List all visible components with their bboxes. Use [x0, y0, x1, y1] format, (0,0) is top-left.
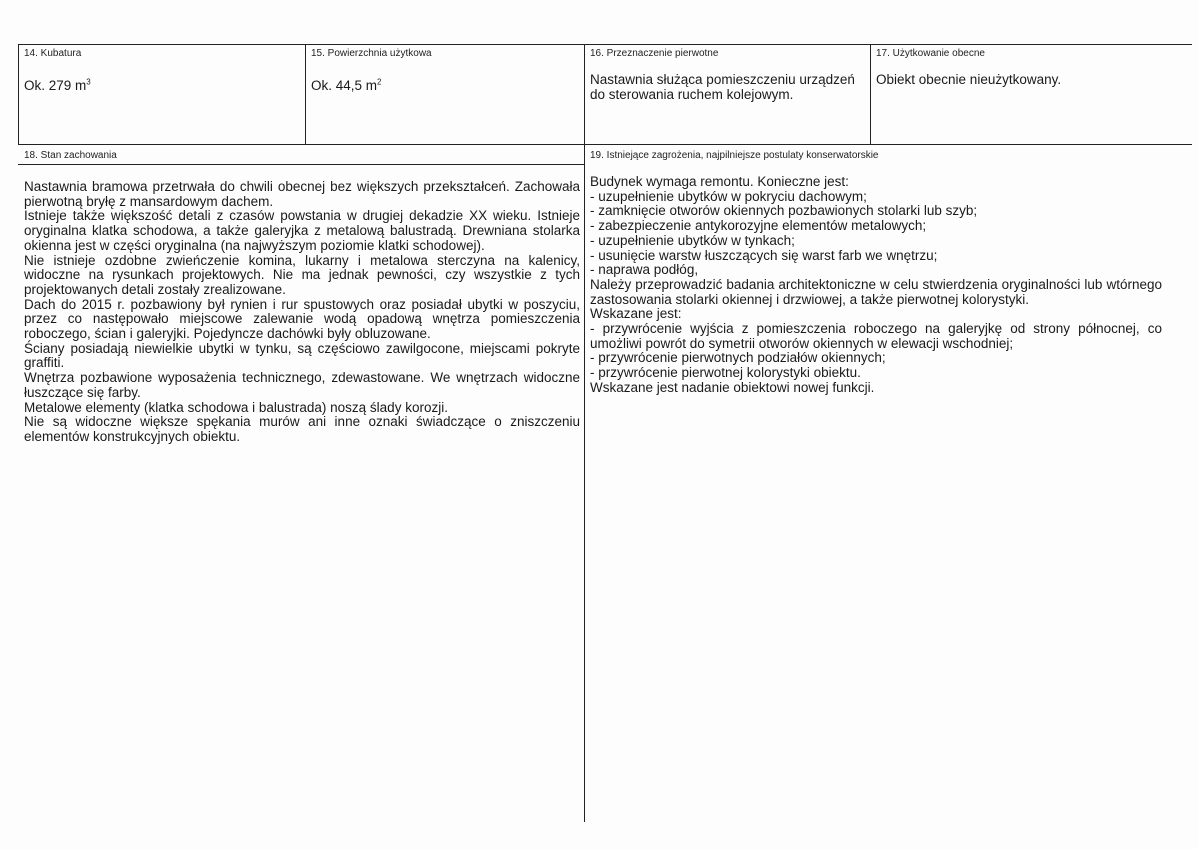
zagrozenia-body	[590, 175, 1162, 396]
zagrozenia-wskazane-heading: Wskazane jest:	[590, 306, 682, 322]
stan-paragraph: Nie istnieje ozdobne zwieńczenie komina, lukarny i metalowa sterczyna na kalenicy, widoczne na rysunkach projektowych. Nie ma jednak pewności, czy wszystkie z tych projektowanych detali zostały zrealizowane.	[24, 252, 580, 297]
zagrozenia-list-item: - zamknięcie otworów okiennych pozbawionych stolarki lub szyb;	[590, 203, 978, 219]
uzytkowanie-value: Obiekt obecnie nieużytkowany.	[876, 72, 1062, 87]
left-rule	[18, 44, 19, 144]
stan-paragraph: Nastawnia bramowa przetrwała do chwili obecnej bez większych przekształceń. Zachowała pierwotną bryłę z mansardowym dachem.	[24, 179, 580, 209]
zagrozenia-wskazane-item: - przywrócenie pierwotnej kolorystyki obiektu.	[590, 365, 861, 381]
col-divider-1	[305, 44, 306, 144]
stan-paragraph: Nie są widoczne większe spękania murów ani inne oznaki świadczące o zniszczeniu elementów konstrukcyjnych obiektu.	[24, 414, 580, 444]
stan-paragraph: Metalowe elementy (klatka schodowa i balustrada) noszą ślady korozji.	[24, 399, 448, 415]
stan-body	[24, 180, 580, 445]
uzytkowanie-label: 17. Użytkowanie obecne	[876, 48, 985, 59]
top-rule	[18, 44, 1192, 45]
zagrozenia-intro: Budynek wymaga remontu. Konieczne jest:	[590, 174, 849, 189]
stan-paragraph: Dach do 2015 r. pozbawiony był rynien i rur spustowych oraz posiadał ubytki w poszyciu, przez co następowało miejscowe zalewanie wodą opadową wnętrza pomieszczenia roboczego, ścian i galeryjki. Pojedyncze dachówki były obluzowane.	[24, 296, 580, 342]
przeznaczenie-value: Nastawnia służąca pomieszczeniu urządzeń do sterowania ruchem kolejowym.	[590, 72, 855, 102]
zagrozenia-wskazane-item: - przywrócenie pierwotnych podziałów okiennych;	[590, 350, 886, 366]
przeznaczenie-cell	[590, 48, 866, 142]
zagrozenia-wskazane-item: - przywrócenie wyjścia z pomieszczenia roboczego na galeryjkę od strony północnej, co umożliwi powrót do symetrii otworów okiennych w elewacji wschodniej;	[590, 321, 1162, 351]
zagrozenia-list-item: - naprawa podłóg,	[590, 262, 699, 278]
stan-paragraph: Wnętrza pozbawione wyposażenia technicznego, zdewastowane. We wnętrzach widoczne łuszczące się farby.	[24, 370, 580, 400]
zagrozenia-list-item: - uzupełnienie ubytków w pokryciu dachowym;	[590, 188, 867, 204]
kubatura-unit-exponent: 3	[86, 77, 91, 87]
powierzchnia-cell	[311, 48, 579, 142]
kubatura-value	[24, 78, 299, 94]
stan-paragraph: Ściany posiadają niewielkie ubytki w tynku, są częściowo zawilgocone, miejscami pokryte graffiti.	[24, 340, 580, 371]
powierzchnia-unit-exponent: 2	[377, 77, 382, 87]
zagrozenia-cell	[590, 150, 1164, 820]
stan-label: 18. Stan zachowania	[24, 150, 117, 161]
powierzchnia-label: 15. Powierzchnia użytkowa	[311, 48, 432, 59]
zagrozenia-badania: Należy przeprowadzić badania architektoniczne w celu stwierdzenia oryginalności lub wtórnego zastosowania stolarki okiennej i drzwiowej, a także pierwotnej kolorystyki.	[590, 276, 1162, 307]
col-divider-3	[870, 44, 871, 144]
col-divider-2	[584, 44, 585, 822]
przeznaczenie-label: 16. Przeznaczenie pierwotne	[590, 48, 719, 59]
zagrozenia-list-item: - zabezpieczenie antykorozyjne elementów metalowych;	[590, 218, 927, 234]
zagrozenia-list-item: - usunięcie warstw łuszczących się warst farb we wnętrzu;	[590, 247, 938, 263]
powierzchnia-value	[311, 78, 579, 94]
stan-paragraph: Istnieje także większość detali z czasów powstania w drugiej dekadzie XX wieku. Istnieje oryginalna klatka schodowa, a także galeryjka z metalową balustradą. Drewniana stolarka okienna jest w części oryginalna (na najwyższym poziomie klatki schodowej).	[24, 208, 580, 253]
powierzchnia-value-text: Ok. 44,5 m	[311, 78, 378, 93]
row1-bottom-rule	[18, 144, 1192, 145]
uzytkowanie-cell	[876, 48, 1186, 142]
kubatura-label: 14. Kubatura	[24, 48, 82, 59]
zagrozenia-closing: Wskazane jest nadanie obiektowi nowej funkcji.	[590, 379, 875, 395]
zagrozenia-label: 19. Istniejące zagrożenia, najpilniejsze postulaty konserwatorskie	[590, 150, 879, 161]
zagrozenia-list-item: - uzupełnienie ubytków w tynkach;	[590, 232, 795, 248]
stan-cell	[24, 150, 580, 820]
kubatura-cell	[24, 48, 299, 142]
kubatura-value-text: Ok. 279 m	[24, 78, 87, 93]
